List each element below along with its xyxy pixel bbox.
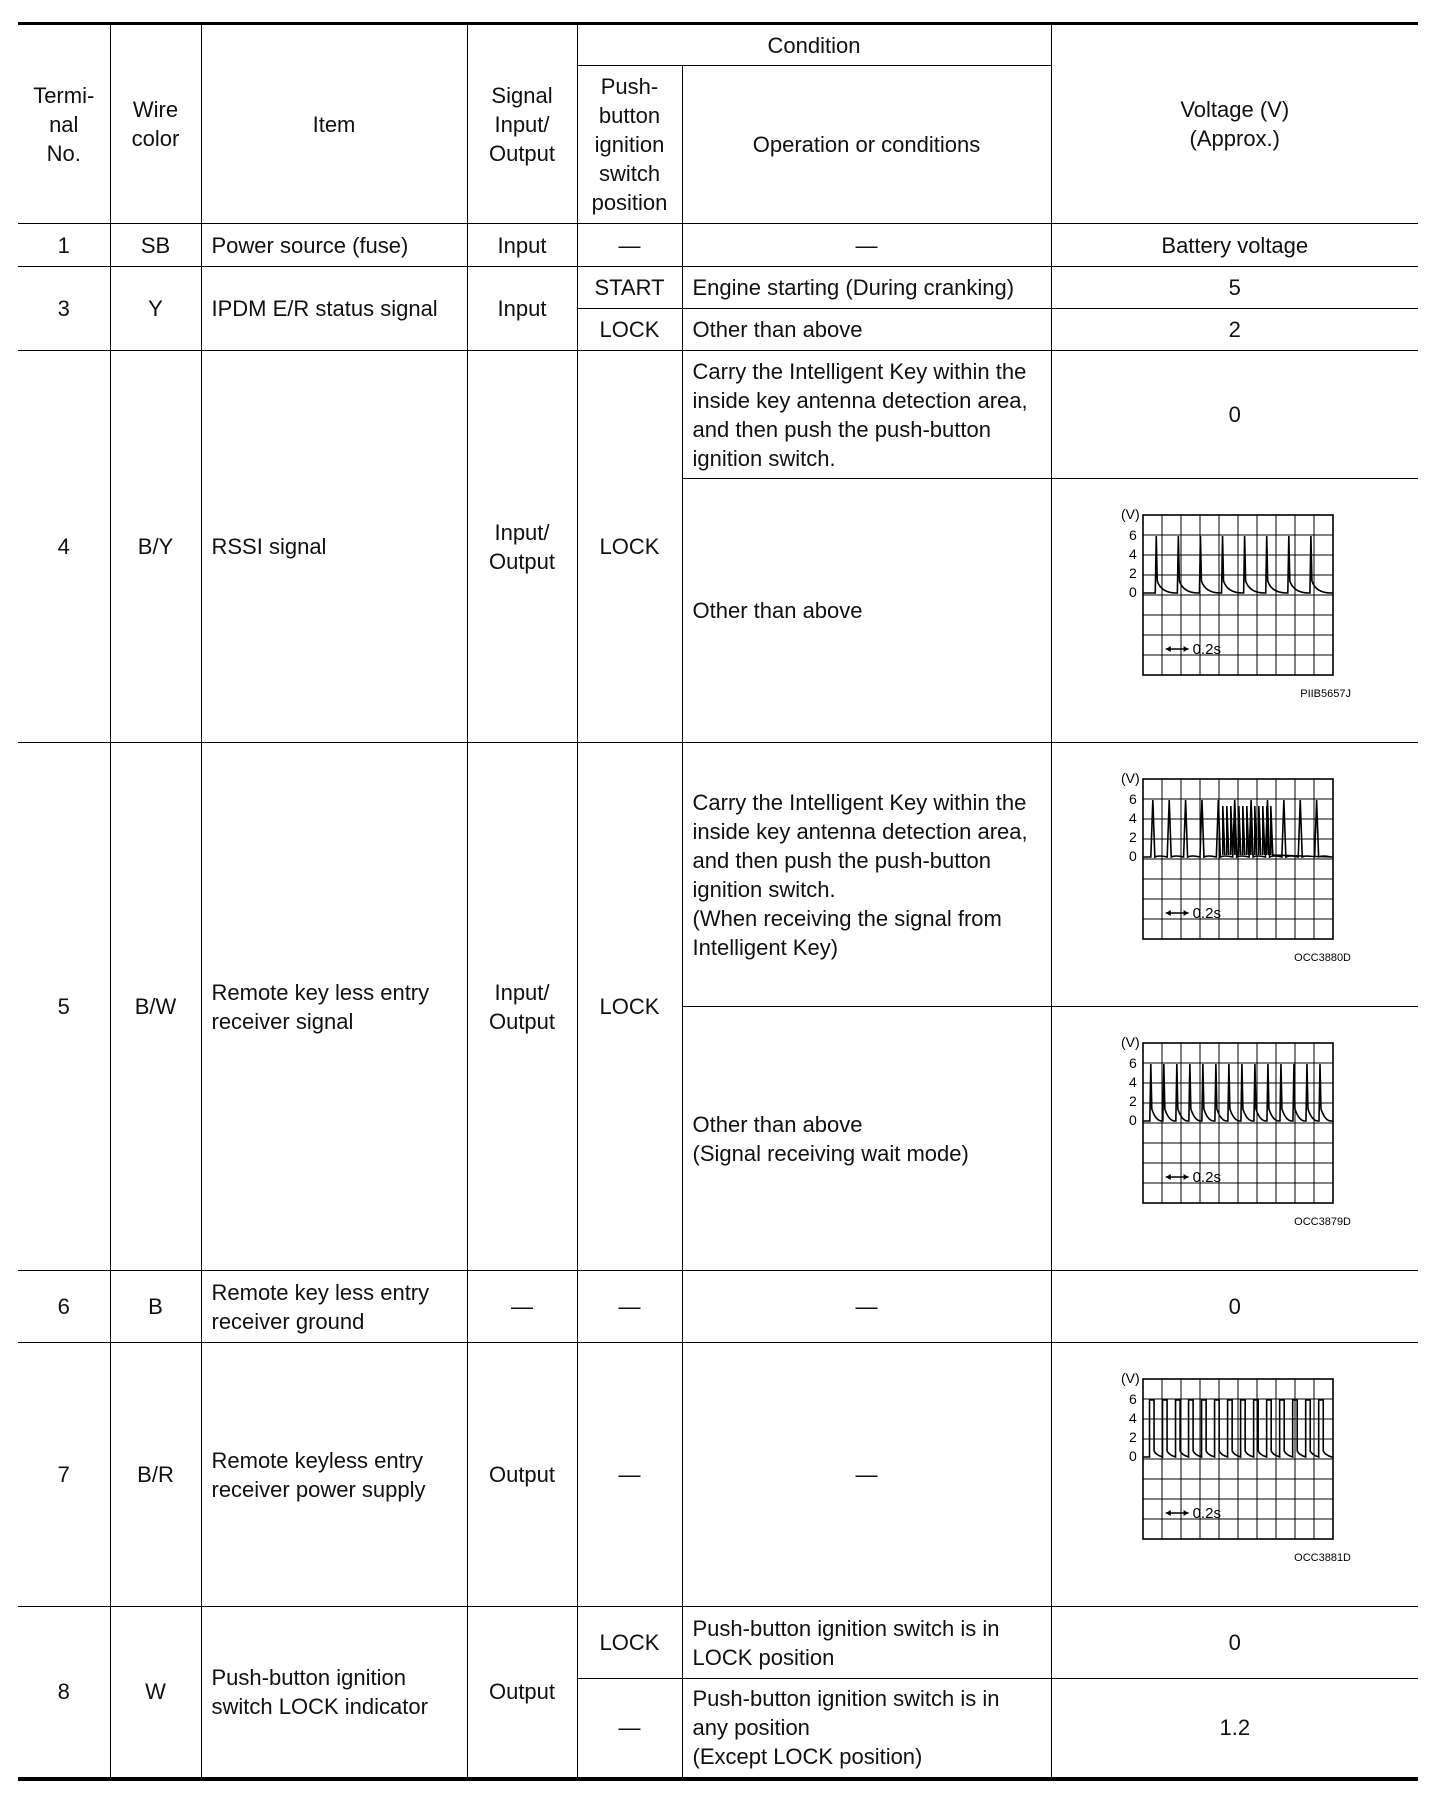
item-name: Power source (fuse): [201, 224, 467, 267]
header-condition: Condition: [577, 24, 1051, 66]
y-tick-label: 4: [1128, 545, 1137, 562]
switch-position: LOCK: [577, 351, 682, 743]
wire-color: Y: [110, 267, 201, 351]
y-tick-label: 2: [1128, 1092, 1137, 1109]
signal-type: Input/ Output: [467, 743, 577, 1271]
terminal-number: 6: [18, 1271, 110, 1343]
time-scale-label: 0.2s: [1192, 640, 1221, 658]
time-scale-label: 0.2s: [1192, 904, 1221, 922]
voltage-value: 1.2: [1051, 1679, 1418, 1779]
axis-unit-label: (V): [1120, 769, 1140, 786]
terminal-number: 1: [18, 224, 110, 267]
waveform-chart: [1115, 501, 1355, 721]
operation-conditions: Other than above (Signal receiving wait mode): [682, 1007, 1051, 1271]
y-tick-label: 6: [1128, 1390, 1137, 1407]
header-voltage: Voltage (V) (Approx.): [1051, 24, 1418, 224]
switch-position: LOCK: [577, 1607, 682, 1679]
operation-conditions: —: [682, 1271, 1051, 1343]
wire-color: B: [110, 1271, 201, 1343]
header-switch-position: Push- button ignition switch position: [577, 66, 682, 224]
wire-color: W: [110, 1607, 201, 1779]
operation-conditions: —: [682, 1343, 1051, 1607]
table-row: [18, 743, 1418, 1007]
y-tick-label: 4: [1128, 809, 1137, 826]
operation-conditions: Engine starting (During cranking): [682, 267, 1051, 309]
item-name: RSSI signal: [201, 351, 467, 743]
y-tick-label: 2: [1128, 564, 1137, 581]
table-row: [18, 1343, 1418, 1607]
y-tick-label: 6: [1128, 790, 1137, 807]
switch-position: LOCK: [577, 743, 682, 1271]
wire-color: B/R: [110, 1343, 201, 1607]
operation-conditions: Carry the Intelligent Key within the inside key antenna detection area, and then push the push-button ignition switch.: [682, 351, 1051, 479]
item-name: Remote key less entry receiver signal: [201, 743, 467, 1271]
signal-type: Input: [467, 267, 577, 351]
item-name: Remote keyless entry receiver power supply: [201, 1343, 467, 1607]
terminal-number: 8: [18, 1607, 110, 1779]
voltage-waveform-cell: [1051, 479, 1418, 743]
y-tick-label: 0: [1128, 1111, 1137, 1128]
item-name: Remote key less entry receiver ground: [201, 1271, 467, 1343]
y-tick-label: 4: [1128, 1073, 1137, 1090]
voltage-waveform-cell: [1051, 1343, 1418, 1607]
y-tick-label: 2: [1128, 828, 1137, 845]
signal-type: Input: [467, 224, 577, 267]
terminal-number: 5: [18, 743, 110, 1271]
y-tick-label: 4: [1128, 1409, 1137, 1426]
time-scale-label: 0.2s: [1192, 1504, 1221, 1522]
voltage-value: 0: [1051, 351, 1418, 479]
figure-code: OCC3881D: [1293, 1551, 1351, 1564]
operation-conditions: Other than above: [682, 309, 1051, 351]
signal-type: Input/ Output: [467, 351, 577, 743]
waveform-chart: [1115, 1365, 1355, 1585]
voltage-value: 0: [1051, 1607, 1418, 1679]
y-tick-label: 0: [1128, 583, 1137, 600]
operation-conditions: Carry the Intelligent Key within the inside key antenna detection area, and then push the push-button ignition switch. (When receiving the signal from Intelligent Key): [682, 743, 1051, 1007]
switch-position: START: [577, 267, 682, 309]
header-operation: Operation or conditions: [682, 66, 1051, 224]
voltage-value: 2: [1051, 309, 1418, 351]
wire-color: B/Y: [110, 351, 201, 743]
signal-type: Output: [467, 1607, 577, 1779]
signal-type: —: [467, 1271, 577, 1343]
terminal-number: 3: [18, 267, 110, 351]
table-row: [18, 1607, 1418, 1679]
switch-position: —: [577, 224, 682, 267]
axis-unit-label: (V): [1120, 1033, 1140, 1050]
voltage-waveform-cell: [1051, 1007, 1418, 1271]
waveform-chart: [1115, 1029, 1355, 1249]
y-tick-label: 6: [1128, 526, 1137, 543]
wire-color: SB: [110, 224, 201, 267]
terminal-number: 4: [18, 351, 110, 743]
switch-position: —: [577, 1343, 682, 1607]
table-row: [18, 267, 1418, 309]
operation-conditions: Other than above: [682, 479, 1051, 743]
table-row: [18, 224, 1418, 267]
y-tick-label: 6: [1128, 1054, 1137, 1071]
voltage-value: 0: [1051, 1271, 1418, 1343]
item-name: Push-button ignition switch LOCK indicator: [201, 1607, 467, 1779]
y-tick-label: 0: [1128, 1447, 1137, 1464]
switch-position: LOCK: [577, 309, 682, 351]
figure-code: PIIB5657J: [1300, 687, 1351, 700]
axis-unit-label: (V): [1120, 1369, 1140, 1386]
time-scale-label: 0.2s: [1192, 1168, 1221, 1186]
item-name: IPDM E/R status signal: [201, 267, 467, 351]
header-item: Item: [201, 24, 467, 224]
voltage-waveform-cell: [1051, 743, 1418, 1007]
operation-conditions: Push-button ignition switch is in any position (Except LOCK position): [682, 1679, 1051, 1779]
table-row: [18, 1271, 1418, 1343]
voltage-value: Battery voltage: [1051, 224, 1418, 267]
terminal-number: 7: [18, 1343, 110, 1607]
y-tick-label: 0: [1128, 847, 1137, 864]
axis-unit-label: (V): [1120, 505, 1140, 522]
wire-color: B/W: [110, 743, 201, 1271]
y-tick-label: 2: [1128, 1428, 1137, 1445]
waveform-chart: [1115, 765, 1355, 985]
header-signal: Signal Input/ Output: [467, 24, 577, 224]
table-row: [18, 351, 1418, 479]
switch-position: —: [577, 1679, 682, 1779]
operation-conditions: Push-button ignition switch is in LOCK position: [682, 1607, 1051, 1679]
header-wire-color: Wire color: [110, 24, 201, 224]
voltage-value: 5: [1051, 267, 1418, 309]
terminal-spec-table: [18, 22, 1418, 1781]
figure-code: OCC3879D: [1293, 1215, 1351, 1228]
figure-code: OCC3880D: [1293, 951, 1351, 964]
header-terminal: Termi- nal No.: [18, 24, 110, 224]
switch-position: —: [577, 1271, 682, 1343]
operation-conditions: —: [682, 224, 1051, 267]
signal-type: Output: [467, 1343, 577, 1607]
